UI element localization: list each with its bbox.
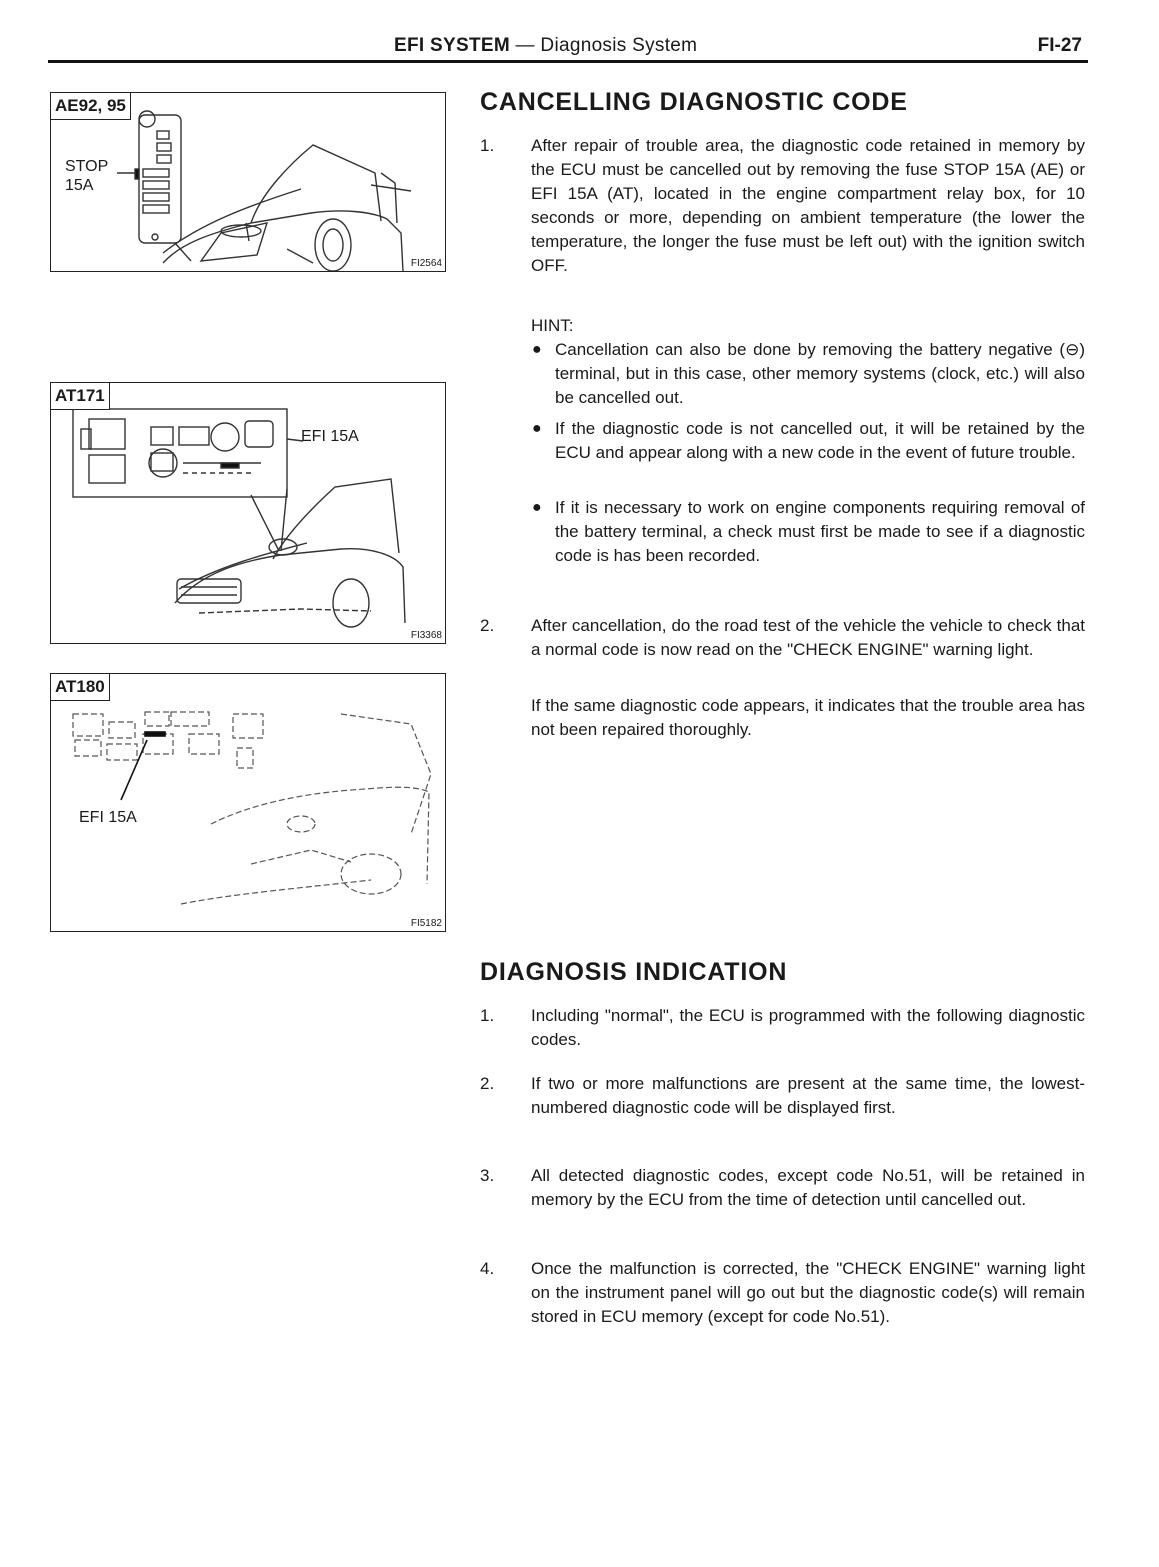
hint-label: HINT:: [531, 316, 574, 335]
figure-ae92-95: [50, 92, 446, 272]
cancelling-step-2: [480, 614, 1085, 662]
step-2-note: If the same diagnostic code appears, it indicates that the trouble area has not been repaired thoroughly.: [531, 696, 1085, 739]
header-title: [394, 35, 697, 57]
hint-bullet: [531, 417, 1085, 465]
figure-at171: [50, 382, 446, 644]
figure-callout-efi-15a: EFI 15A: [301, 428, 359, 445]
bullet-dot-icon: ●: [532, 420, 542, 437]
item-text: If two or more malfunctions are present at the same time, the lowest-numbered diagnostic code will be displayed first.: [531, 1074, 1085, 1117]
figure-callout-efi-15a: EFI 15A: [79, 809, 137, 826]
bullet-text: If the diagnostic code is not cancelled out, it will be retained by the ECU and appear along with a new code in the event of future trouble.: [555, 419, 1085, 462]
indication-item: [480, 1072, 1085, 1120]
step-text: After cancellation, do the road test of the vehicle the vehicle to check that a normal code is now read on the "CHECK ENGINE" warning light.: [531, 616, 1085, 659]
bullet-text: If it is necessary to work on engine components requiring removal of the battery terminal, a check must first be made to see if a diagnostic code is has been recorded.: [555, 498, 1085, 565]
indication-item: [480, 1257, 1085, 1329]
section-heading-indication: DIAGNOSIS INDICATION: [480, 958, 788, 986]
figure-label: AT171: [51, 383, 110, 410]
figure-id: FI3368: [410, 630, 442, 641]
step-text: After repair of trouble area, the diagnostic code retained in memory by the ECU must be cancelled out by removing the fuse STOP 15A (AE) or EFI 15A (AT), located in the engine compartment relay box, for 10 seconds or more, depending on ambient temperature (the lower the temperature, the longer the fuse must be left out) with the ignition switch OFF.: [531, 136, 1085, 275]
header-title-bold: EFI SYSTEM: [394, 35, 510, 56]
bullet-text: Cancellation can also be done by removing the battery negative (⊖) terminal, but in this case, other memory systems (clock, etc.) will also be cancelled out.: [555, 340, 1085, 407]
item-text: All detected diagnostic codes, except code No.51, will be retained in memory by the ECU from the time of detection until cancelled out.: [531, 1166, 1085, 1209]
figure-callout-stop-15a: STOP 15A: [65, 158, 109, 194]
indication-item: [480, 1004, 1085, 1052]
step-number: 2.: [480, 616, 495, 635]
relay-box-and-car-illustration: [51, 383, 445, 643]
item-number: 3.: [480, 1166, 495, 1185]
cancelling-step-1: [480, 134, 1085, 278]
figure-at180: [50, 673, 446, 932]
figure-label: AE92, 95: [51, 93, 131, 120]
item-text: Once the malfunction is corrected, the "CHECK ENGINE" warning light on the instrument panel will go out but the diagnostic code(s) will remain stored in ECU memory (except for code No.51).: [531, 1259, 1085, 1326]
relay-box-and-car-illustration: [51, 674, 445, 931]
item-text: Including "normal", the ECU is programmed with the following diagnostic codes.: [531, 1006, 1085, 1049]
header-title-rest: — Diagnosis System: [509, 35, 698, 56]
item-number: 4.: [480, 1259, 495, 1278]
figure-id: FI5182: [410, 918, 442, 929]
item-number: 2.: [480, 1074, 495, 1093]
hint-bullet: [531, 496, 1085, 568]
figure-id: FI2564: [410, 258, 442, 269]
bullet-dot-icon: ●: [532, 499, 542, 516]
page-header: [48, 34, 1088, 63]
bullet-dot-icon: ●: [532, 341, 542, 358]
figure-label: AT180: [51, 674, 110, 701]
step-number: 1.: [480, 136, 495, 155]
item-number: 1.: [480, 1006, 495, 1025]
indication-item: [480, 1164, 1085, 1212]
page-number: FI-27: [1037, 35, 1082, 56]
hint-bullet: [531, 338, 1085, 410]
section-heading-cancelling: CANCELLING DIAGNOSTIC CODE: [480, 88, 908, 116]
